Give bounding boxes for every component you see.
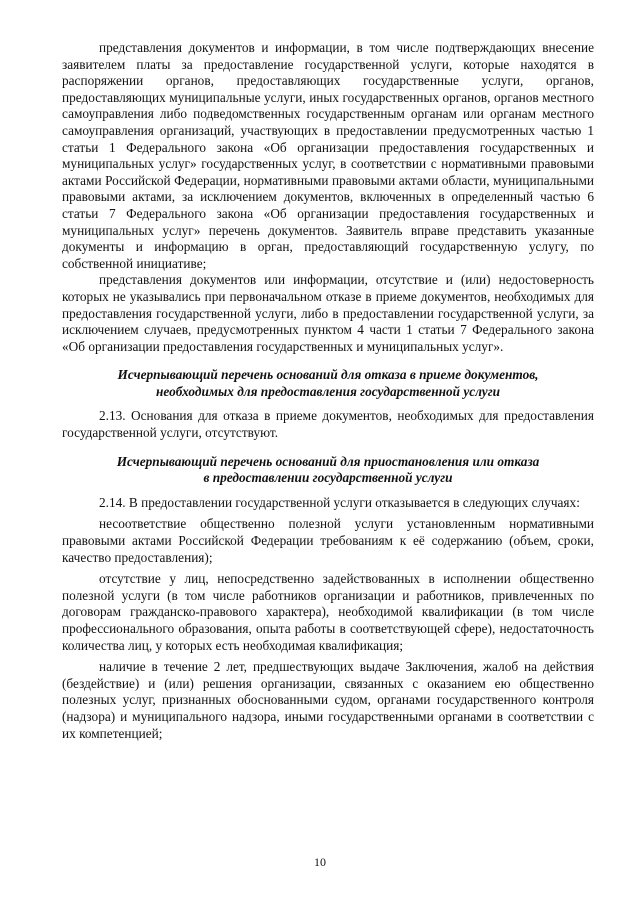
- heading-line: в предоставлении государственной услуги: [203, 470, 453, 486]
- paragraph: представления документов и информации, в том числе подтверждающих внесение заявителем платы за предоставление государственной услуги, которые находятся в распоряжении органов, предоставляющих государственные услуги, органов, предоставляющих муниципальные услуги, иных государственных органов, органов местного самоуправления либо подведомственных государственным органам или органам местного самоуправления организаций, участвующих в предоставлении предусмотренных частью 1 статьи 1 Федерального закона «Об организации предоставления государственных и муниципальных услуг» государственных услуг, в соответствии с нормативными правовыми актами Российской Федерации, нормативными правовыми актами области, муниципальными правовыми актами, за исключением документов, включенных в определенный частью 6 статьи 7 Федерального закона «Об организации предоставления государственных и муниципальных услуг» перечень документов. Заявитель вправе представить указанные документы и информацию в орган, предоставляющий государственную услугу, по собственной инициативе;: [62, 40, 594, 271]
- paragraph: 2.13. Основания для отказа в приеме документов, необходимых для предоставления государственной услуги, отсутствуют.: [62, 408, 594, 441]
- paragraph: несоответствие общественно полезной услуги установленным нормативными правовыми актами Российской Федерации требованиям к её содержанию (объем, сроки, качество предоставления);: [62, 516, 594, 565]
- section-heading: [62, 454, 594, 487]
- heading-line: Исчерпывающий перечень оснований для отказа в приеме документов,: [117, 367, 539, 383]
- heading-line: необходимых для предоставления государственной услуги: [155, 383, 501, 399]
- paragraph: представления документов или информации, отсутствие и (или) недостоверность которых не указывались при первоначальном отказе в приеме документов, необходимых для предоставления государственной услуги, либо в предоставлении государственной услуги, за исключением случаев, предусмотренных пунктом 4 части 1 статьи 7 Федерального закона «Об организации предоставления государственных и муниципальных услуг».: [62, 272, 594, 354]
- paragraph: наличие в течение 2 лет, предшествующих выдаче Заключения, жалоб на действия (бездействие) и (или) решения организации, связанных с оказанием ею общественно полезных услуг, признанных обоснованными судом, органами государственного контроля (надзора) и муниципального надзора, иными государственными органами в соответствии с их компетенцией;: [62, 659, 594, 741]
- page-number: 10: [314, 855, 326, 869]
- heading-line: Исчерпывающий перечень оснований для приостановления или отказа: [116, 453, 540, 469]
- paragraph: отсутствие у лиц, непосредственно задействованных в исполнении общественно полезной услуги (в том числе работников организации и работников, привлеченных по договорам гражданско-правового характера), необходимой квалификации (в том числе профессионального образования, опыта работы в соответствующей сфере), недостаточность количества лиц, у которых есть необходимая квалификация;: [62, 571, 594, 653]
- paragraph: 2.14. В предоставлении государственной услуги отказывается в следующих случаях:: [99, 494, 580, 510]
- section-heading: [62, 367, 594, 400]
- document-page: [62, 40, 594, 742]
